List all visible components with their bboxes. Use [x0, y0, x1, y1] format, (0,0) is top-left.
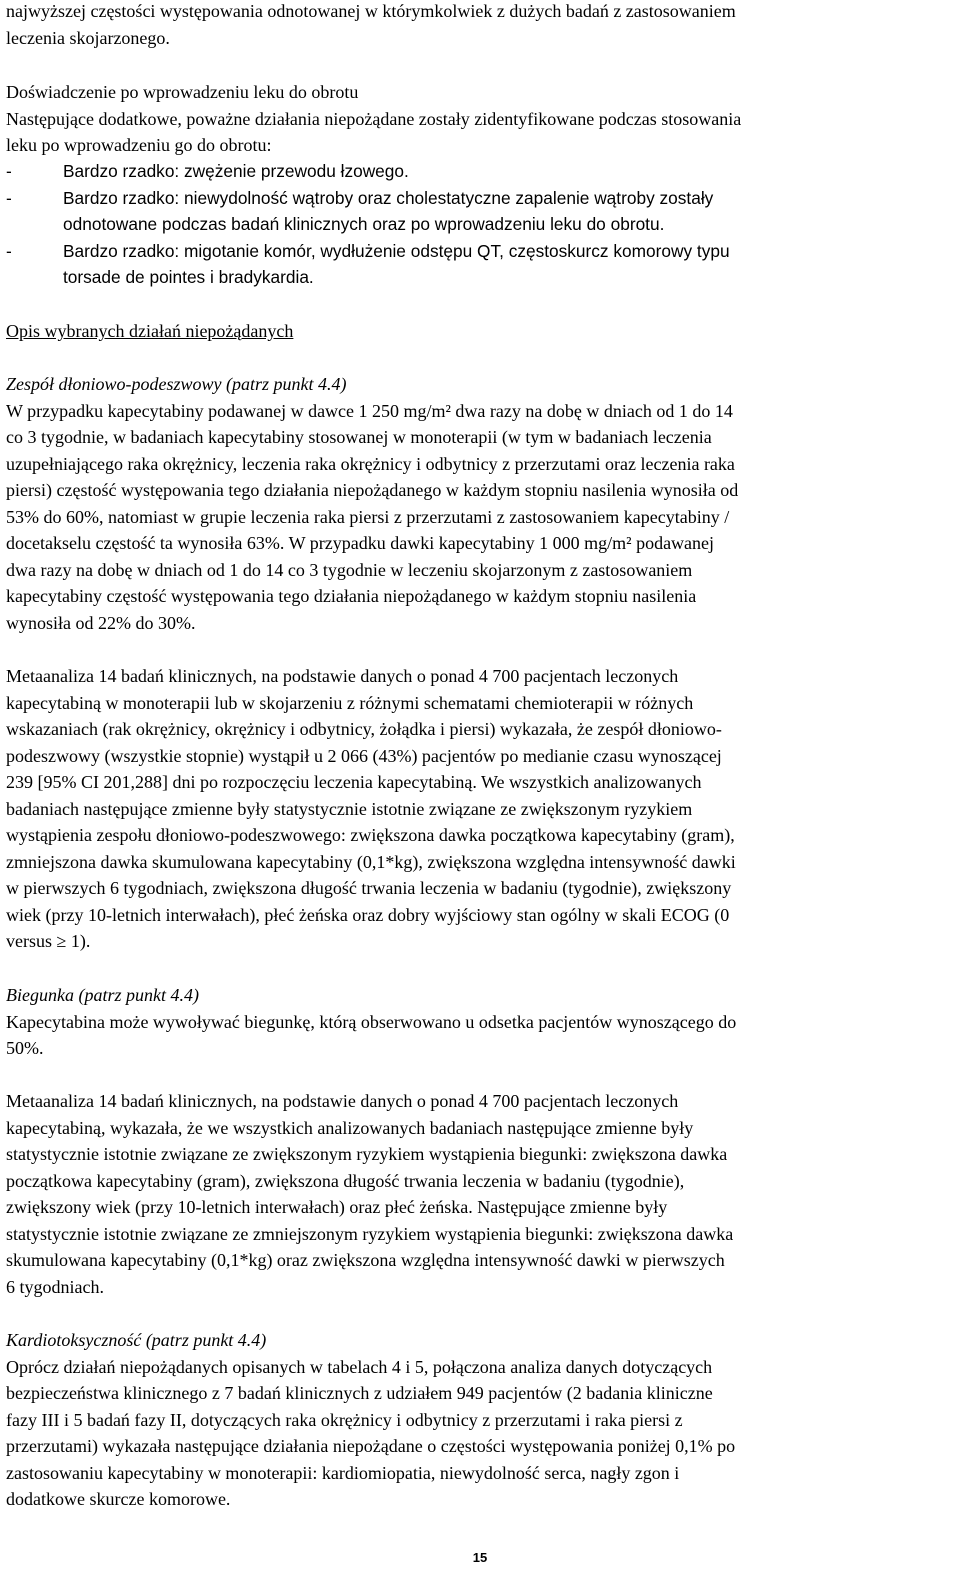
cardiotoxicity-section: [6, 1327, 950, 1513]
text-line: początkowa kapecytabiny (gram), zwiększona długość trwania leczenia w badaniu (tygodnie),: [6, 1170, 685, 1191]
bullet-text: odnotowane podczas badań klinicznych oraz po wprowadzeniu leku do obrotu.: [63, 214, 665, 234]
hand-foot-metaanalysis: [6, 663, 950, 955]
diarrhea-metaanalysis: [6, 1088, 950, 1300]
bullet-dash: -: [6, 161, 12, 181]
text-line: wystąpienia zespołu dłoniowo-podeszwowego: zwiększona dawka początkowa kapecytabiny (gram),: [6, 825, 735, 845]
text-line: leczenia skojarzonego.: [6, 27, 170, 48]
text-line: zwiększony wiek (przy 10-letnich interwałach) oraz płeć żeńska. Następujące zmienne były: [6, 1197, 668, 1217]
text-line: co 3 tygodnie, w badaniach kapecytabiny stosowanej w monoterapii (w tym w badaniach leczenia: [6, 427, 712, 447]
text-line: 53% do 60%, natomiast w grupie leczenia raka piersi z przerzutami z zastosowaniem kapecytabiny /: [6, 506, 730, 527]
text-line: leku po wprowadzeniu go do obrotu:: [6, 135, 272, 155]
text-line: W przypadku kapecytabiny podawanej w dawce 1 250 mg/m² dwa razy na dobę w dniach od 1 do 14: [6, 400, 733, 421]
subsection-heading: Kardiotoksyczność (patrz punkt 4.4): [6, 1330, 267, 1350]
section-heading: Doświadczenie po wprowadzeniu leku do obrotu: [6, 82, 359, 102]
intro-paragraph: [6, 0, 950, 51]
selected-adverse-reactions-title: [6, 318, 950, 345]
page-number: 15: [472, 1550, 488, 1565]
text-line: zmniejszona dawka skumulowana kapecytabiny (0,1*kg), zwiększona względna intensywność dawki: [6, 851, 736, 872]
text-line: dwa razy na dobę w dniach od 1 do 14 co 3 tygodnie w leczeniu skojarzonym z zastosowaniem: [6, 559, 693, 580]
bullet-text: torsade de pointes i bradykardia.: [63, 267, 314, 287]
text-line: wiek (przy 10-letnich interwałach), płeć żeńska oraz dobry wyjściowy stan ogólny w skali ECOG (0: [6, 904, 730, 925]
diarrhea-section: [6, 982, 950, 1062]
text-line: versus ≥ 1).: [6, 931, 91, 951]
bullet-text: Bardzo rzadko: niewydolność wątroby oraz cholestatyczne zapalenie wątroby zostały: [63, 187, 714, 208]
text-line: w pierwszych 6 tygodniach, zwiększona długość trwania leczenia w badaniu (tygodnie), zwiększony: [6, 878, 732, 898]
text-line: 239 [95% CI 201,288] dni po rozpoczęciu leczenia kapecytabiną. We wszystkich analizowanych: [6, 772, 702, 792]
text-line: uzupełniającego raka okrężnicy, leczenia raka okrężnicy i odbytnicy z przerzutami oraz leczenia raka: [6, 453, 735, 474]
bullet-text: Bardzo rzadko: migotanie komór, wydłużenie odstępu QT, częstoskurcz komorowy typu: [63, 240, 730, 261]
text-line: 6 tygodniach.: [6, 1276, 104, 1297]
post-marketing-section: [6, 79, 950, 159]
subsection-heading: Biegunka (patrz punkt 4.4): [6, 985, 199, 1005]
text-line: wynosiła od 22% do 30%.: [6, 612, 196, 633]
text-line: statystycznie istotnie związane ze zwiększonym ryzykiem wystąpienia biegunki: zwiększona dawka: [6, 1144, 728, 1164]
text-line: docetakselu częstość ta wynosiła 63%. W przypadku dawki kapecytabiny 1 000 mg/m² podawanej: [6, 533, 715, 553]
text-line: fazy III i 5 badań fazy II, dotyczących raka okrężnicy i odbytnicy z przerzutami i raka piersi z: [6, 1409, 683, 1430]
text-line: Następujące dodatkowe, poważne działania niepożądane zostały zidentyfikowane podczas stosowania: [6, 108, 742, 129]
text-line: kapecytabiny częstość występowania tego działania niepożądanego w każdym stopniu nasilenia: [6, 586, 697, 606]
text-line: skumulowana kapecytabiny (0,1*kg) oraz zwiększona względna intensywność dawki w pierwszych: [6, 1250, 725, 1270]
text-line: podeszwowy (wszystkie stopnie) wystąpił u 2 066 (43%) pacjentów po medianie czasu wynoszącej: [6, 745, 722, 766]
text-line: kapecytabiną, wykazała, że we wszystkich analizowanych badaniach następujące zmienne były: [6, 1117, 694, 1138]
text-line: badaniach następujące zmienne były statystycznie istotnie związane ze zwiększonym ryzykiem: [6, 798, 693, 819]
text-line: Metaanaliza 14 badań klinicznych, na podstawie danych o ponad 4 700 pacjentach leczonych: [6, 1091, 679, 1111]
hand-foot-section: [6, 371, 950, 636]
bullet-text: Bardzo rzadko: zwężenie przewodu łzowego.: [63, 161, 409, 181]
text-line: wskazaniach (rak okrężnicy, okrężnicy i odbytnicy, żołądka i piersi) wykazała, że zespół dłoniowo-: [6, 719, 722, 739]
section-title: Opis wybranych działań niepożądanych: [6, 321, 294, 341]
text-line: piersi) częstość występowania tego działania niepożądanego w każdym stopniu nasilenia wynosiła od: [6, 480, 739, 500]
bullet-dash: -: [6, 240, 12, 261]
subsection-heading: Zespół dłoniowo-podeszwowy (patrz punkt 4.4): [6, 374, 347, 394]
text-line: bezpieczeństwa klinicznego z 7 badań klinicznych z udziałem 949 pacjentów (2 badania kliniczne: [6, 1383, 713, 1403]
text-line: kapecytabiną w monoterapii lub w skojarzeniu z różnymi schematami chemioterapii w różnych: [6, 692, 694, 713]
text-line: Oprócz działań niepożądanych opisanych w tabelach 4 i 5, połączona analiza danych dotyczących: [6, 1356, 713, 1377]
text-line: Metaanaliza 14 badań klinicznych, na podstawie danych o ponad 4 700 pacjentach leczonych: [6, 666, 679, 686]
text-line: przerzutami) wykazała następujące działania niepożądane o częstości występowania poniżej 0,1% po: [6, 1436, 736, 1456]
text-line: zastosowaniu kapecytabiny w monoterapii: kardiomiopatia, niewydolność serca, nagły zgon i: [6, 1462, 680, 1483]
text-line: dodatkowe skurcze komorowe.: [6, 1489, 231, 1509]
bullet-dash: -: [6, 187, 12, 208]
text-line: 50%.: [6, 1038, 44, 1058]
text-line: najwyższej częstości występowania odnotowanej w którymkolwiek z dużych badań z zastosowaniem: [6, 1, 736, 21]
text-line: Kapecytabina może wywoływać biegunkę, którą obserwowano u odsetka pacjentów wynoszącego do: [6, 1011, 737, 1032]
post-marketing-bullets: [6, 158, 950, 288]
text-line: statystycznie istotnie związane ze zmniejszonym ryzykiem wystąpienia biegunki: zwiększona dawka: [6, 1223, 734, 1244]
